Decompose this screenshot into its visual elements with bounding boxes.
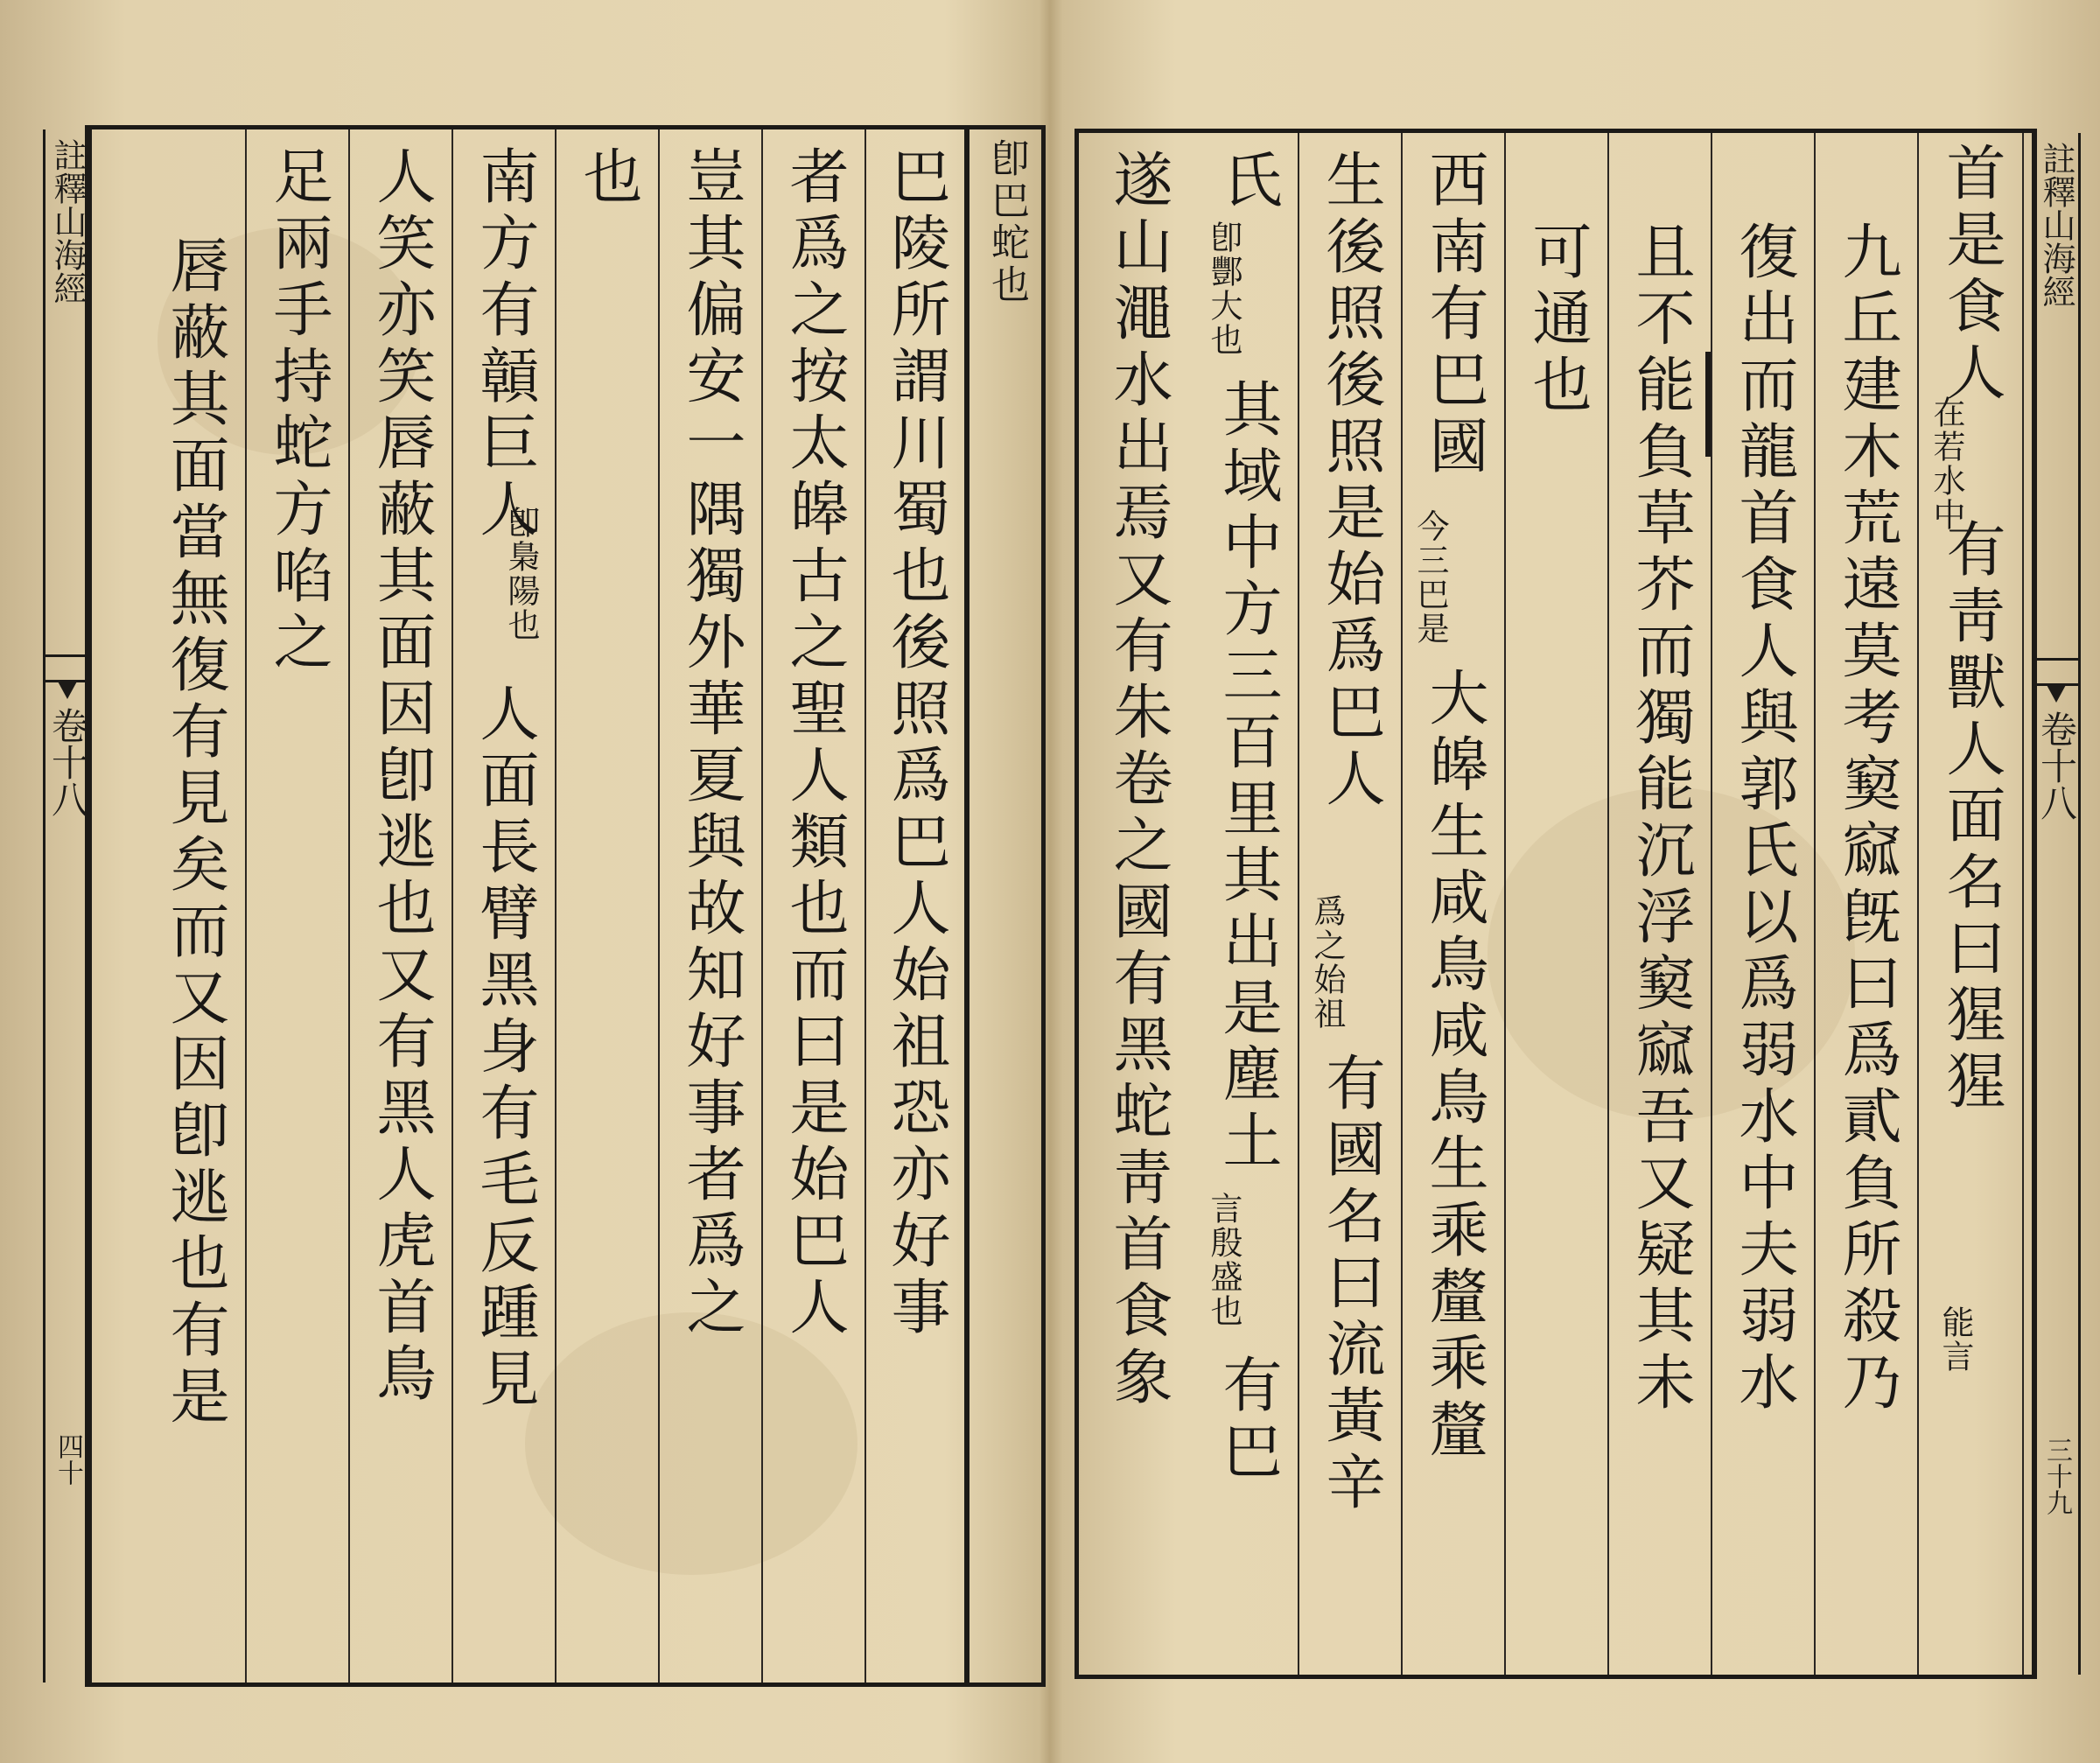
column-text: 首是食人 [1936,142,2006,408]
column-text: 卽巴蛇也 [984,138,1029,306]
interlinear-note: 卽酆大也 [1205,220,1242,357]
interlinear-note: 言殷盛也 [1205,1192,1242,1328]
text-column [556,129,660,1683]
text-column [1299,133,1403,1675]
text-column [350,129,453,1683]
right-banxin [2032,133,2081,1675]
column-text: 有巴 [1213,1354,1282,1487]
column-text: 人笑亦笑唇蔽其面因卽逃也又有黑人虎首鳥 [367,145,436,1409]
column-text: 遂山澠水出焉又有朱卷之國有黑蛇靑首食象 [1103,149,1172,1412]
column-text: 大皞生咸鳥咸鳥生乘釐乘釐 [1419,667,1488,1465]
text-column [1403,133,1506,1675]
column-text: 有國名曰流黃辛 [1316,1052,1385,1517]
text-column [1816,133,1919,1675]
right-page-frame [1074,129,2078,1679]
column-text: 可通也 [1522,220,1592,420]
column-text: 氏 [1213,149,1282,215]
column-text: 人面長臂黑身有毛反踵見 [470,682,539,1414]
interlinear-note: 卽梟陽也 [502,506,540,642]
column-text: 九丘建木荒遠莫考窫窳旣曰爲貳負所殺乃 [1832,220,1901,1417]
interlinear-note: 今三巴是 [1411,509,1449,646]
column-text: 生後照後照是始爲巴人 [1316,149,1385,814]
banxin-title: 註釋山海經 [2037,142,2076,308]
text-column [1919,133,2024,1675]
fish-tail-mark [2034,658,2078,686]
interlinear-note: 能言 [1936,1305,1974,1374]
column-text: 也 [573,145,642,212]
column-text: 有靑獸人面名曰猩猩 [1936,518,2006,1116]
column-text: 豈其偏安一隅獨外華夏與故知好事者爲之 [676,145,746,1342]
column-text: 且不能負草芥而獨能沉浮窫窳吾又疑其未 [1626,220,1695,1417]
text-column [660,129,763,1683]
column-text: 者爲之按太皞古之聖人類也而曰是始巴人 [780,145,849,1342]
text-column [247,129,350,1683]
interlinear-note: 在若水中 [1928,395,1965,532]
fish-tail-mark [46,654,89,682]
column-text: 唇蔽其面當無復有見矣而又因卽逃也有是 [160,234,229,1431]
banxin-page-number: 四十 [52,1433,83,1486]
text-column [971,129,1041,1683]
left-banxin [43,129,92,1683]
interlinear-note: 爲之始祖 [1308,894,1346,1031]
text-column [1506,133,1609,1675]
text-column [866,129,964,1683]
text-column [763,129,866,1683]
text-column [1196,133,1299,1675]
banxin-juan: 卷十八 [2035,710,2078,821]
text-column [1079,133,1196,1675]
text-column [1712,133,1816,1675]
left-page-frame [46,125,1046,1687]
column-text: 足兩手持蛇方啗之 [263,145,332,677]
banxin-page-number: 三十九 [2041,1437,2072,1515]
column-text: 復出而龍首食人與郭氏以爲弱水中夫弱水 [1729,220,1798,1417]
column-text: 西南有巴國 [1419,149,1488,481]
banxin-title: 註釋山海經 [48,138,87,304]
column-text: 南方有贑巨人 [470,145,539,544]
column-text: 巴陵所謂川蜀也後照爲巴人始祖恐亦好事 [881,145,950,1342]
banxin-juan: 卷十八 [46,707,89,817]
text-column [453,129,556,1683]
column-text: 其域中方三百里其出是塵土 [1213,378,1282,1176]
column-rule [964,129,970,1683]
text-column [1609,133,1712,1675]
text-column [144,129,247,1683]
